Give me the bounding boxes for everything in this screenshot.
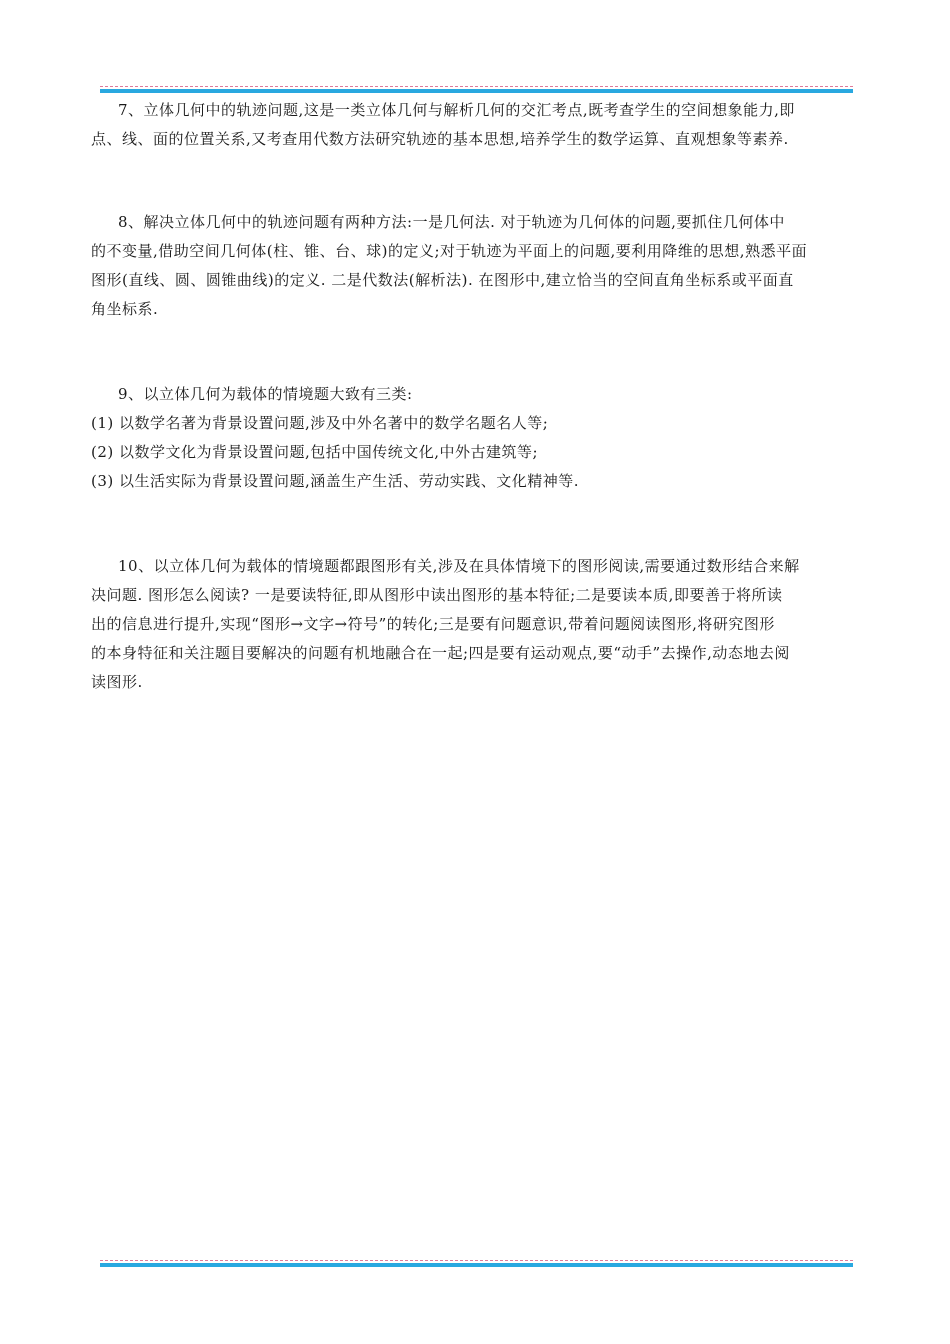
paragraph-10-line-3: 出的信息进行提升,实现“图形→文字→符号”的转化;三是要有问题意识,带着问题阅读图形,将研究图形: [91, 615, 775, 633]
top-dashed-rule: [100, 86, 853, 87]
paragraph-8-line-2: 的不变量,借助空间几何体(柱、锥、台、球)的定义;对于轨迹为平面上的问题,要利用降维的思想,熟悉平面: [91, 242, 808, 260]
paragraph-9-line-1: 9、以立体几何为载体的情境题大致有三类:: [118, 385, 413, 403]
paragraph-8: [91, 208, 860, 324]
paragraph-10-line-1: 10、以立体几何为载体的情境题都跟图形有关,涉及在具体情境下的图形阅读,需要通过数形结合来解: [118, 557, 800, 575]
paragraph-8-line-1: 8、解决立体几何中的轨迹问题有两种方法:一是几何法. 对于轨迹为几何体的问题,要抓住几何体中: [118, 213, 785, 231]
paragraph-10-line-2: 决问题. 图形怎么阅读? 一是要读特征,即从图形中读出图形的基本特征;二是要读本质,即要善于将所读: [91, 586, 783, 604]
paragraph-8-line-4: 角坐标系.: [91, 300, 159, 318]
bottom-solid-rule: [100, 1263, 853, 1267]
paragraph-10: [91, 552, 860, 697]
paragraph-9-item-3: (3) 以生活实际为背景设置问题,涵盖生产生活、劳动实践、文化精神等.: [91, 472, 580, 490]
top-solid-rule: [100, 89, 853, 93]
paragraph-7-line-2: 点、线、面的位置关系,又考查用代数方法研究轨迹的基本思想,培养学生的数学运算、直观想象等素养.: [91, 130, 789, 148]
paragraph-8-line-3: 图形(直线、圆、圆锥曲线)的定义. 二是代数法(解析法). 在图形中,建立恰当的空间直角坐标系或平面直: [91, 271, 794, 289]
paragraph-9-item-1: (1) 以数学名著为背景设置问题,涉及中外名著中的数学名题名人等;: [91, 414, 549, 432]
paragraph-10-line-4: 的本身特征和关注题目要解决的问题有机地融合在一起;四是要有运动观点,要“动手”去操作,动态地去阅: [91, 644, 790, 662]
paragraph-7-line-1: 7、立体几何中的轨迹问题,这是一类立体几何与解析几何的交汇考点,既考查学生的空间想象能力,即: [118, 101, 795, 119]
paragraph-9: [91, 380, 860, 496]
paragraph-7: [91, 96, 860, 154]
paragraph-10-line-5: 读图形.: [91, 673, 143, 691]
bottom-dashed-rule: [100, 1260, 853, 1261]
paragraph-9-item-2: (2) 以数学文化为背景设置问题,包括中国传统文化,中外古建筑等;: [91, 443, 539, 461]
